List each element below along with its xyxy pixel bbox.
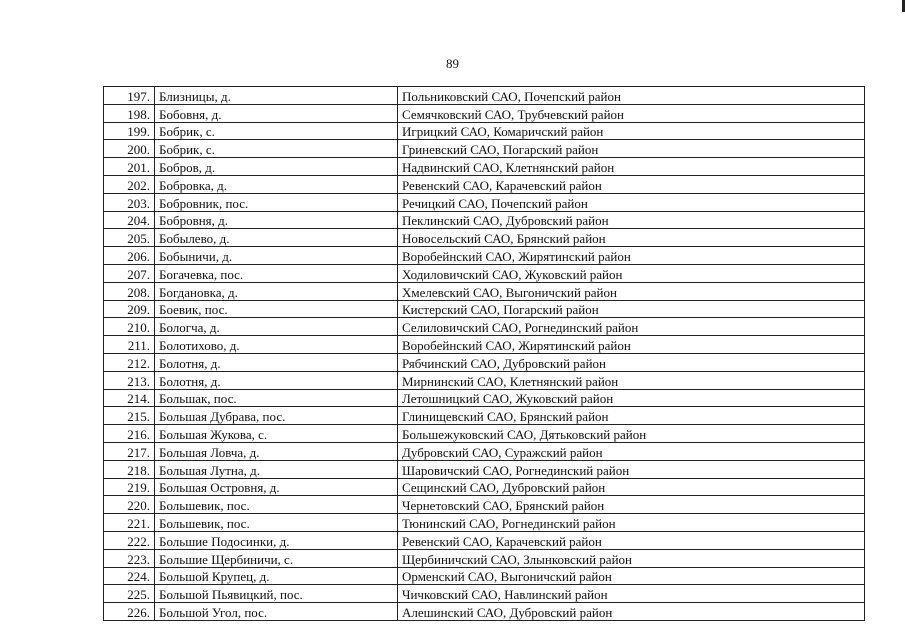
administrative-unit: Польниковский САО, Почепский район (398, 87, 865, 105)
settlement-table-body (104, 87, 865, 621)
settlement-name: Бобровня, д. (155, 211, 398, 229)
table-row (104, 229, 865, 247)
administrative-unit: Дубровский САО, Суражский район (398, 442, 865, 460)
administrative-unit: Щербиничский САО, Злынковский район (398, 549, 865, 567)
row-number: 221. (104, 514, 155, 532)
administrative-unit: Ходиловичский САО, Жуковский район (398, 264, 865, 282)
row-number: 199. (104, 122, 155, 140)
settlement-table (103, 86, 865, 621)
row-number: 212. (104, 353, 155, 371)
row-number: 208. (104, 282, 155, 300)
row-number: 218. (104, 460, 155, 478)
settlement-name: Большие Подосинки, д. (155, 531, 398, 549)
settlement-name: Бобовня, д. (155, 104, 398, 122)
settlement-name: Большой Пьявицкий, пос. (155, 585, 398, 603)
administrative-unit: Чичковский САО, Навлинский район (398, 585, 865, 603)
administrative-unit: Летошницкий САО, Жуковский район (398, 389, 865, 407)
table-row (104, 122, 865, 140)
settlement-name: Большая Жукова, с. (155, 425, 398, 443)
table-row (104, 389, 865, 407)
administrative-unit: Гриневский САО, Погарский район (398, 140, 865, 158)
row-number: 206. (104, 247, 155, 265)
table-row (104, 549, 865, 567)
row-number: 222. (104, 531, 155, 549)
administrative-unit: Пеклинский САО, Дубровский район (398, 211, 865, 229)
settlement-name: Бобров, д. (155, 158, 398, 176)
table-row (104, 585, 865, 603)
settlement-name: Бологча, д. (155, 318, 398, 336)
table-row (104, 371, 865, 389)
row-number: 219. (104, 478, 155, 496)
administrative-unit: Тюнинский САО, Рогнединский район (398, 514, 865, 532)
table-row (104, 247, 865, 265)
row-number: 197. (104, 87, 155, 105)
row-number: 214. (104, 389, 155, 407)
row-number: 200. (104, 140, 155, 158)
table-row (104, 353, 865, 371)
administrative-unit: Воробейнский САО, Жирятинский район (398, 247, 865, 265)
table-row (104, 282, 865, 300)
settlement-name: Бобровка, д. (155, 175, 398, 193)
row-number: 202. (104, 175, 155, 193)
table-row (104, 514, 865, 532)
administrative-unit: Семячковский САО, Трубчевский район (398, 104, 865, 122)
settlement-name: Большевик, пос. (155, 514, 398, 532)
administrative-unit: Ревенский САО, Карачевский район (398, 531, 865, 549)
row-number: 210. (104, 318, 155, 336)
administrative-unit: Сещинский САО, Дубровский район (398, 478, 865, 496)
row-number: 215. (104, 407, 155, 425)
row-number: 224. (104, 567, 155, 585)
table-row (104, 87, 865, 105)
row-number: 223. (104, 549, 155, 567)
table-row (104, 425, 865, 443)
settlement-name: Большие Щербиничи, с. (155, 549, 398, 567)
row-number: 213. (104, 371, 155, 389)
row-number: 225. (104, 585, 155, 603)
administrative-unit: Ревенский САО, Карачевский район (398, 175, 865, 193)
administrative-unit: Воробейнский САО, Жирятинский район (398, 336, 865, 354)
table-row (104, 603, 865, 621)
settlement-name: Болотихово, д. (155, 336, 398, 354)
settlement-name: Болотня, д. (155, 371, 398, 389)
table-row (104, 318, 865, 336)
settlement-name: Большая Лутна, д. (155, 460, 398, 478)
settlement-name: Бобровник, пос. (155, 193, 398, 211)
row-number: 201. (104, 158, 155, 176)
settlement-name: Большая Ловча, д. (155, 442, 398, 460)
administrative-unit: Мирнинский САО, Клетнянский район (398, 371, 865, 389)
administrative-unit: Игрицкий САО, Комаричский район (398, 122, 865, 140)
administrative-unit: Рябчинский САО, Дубровский район (398, 353, 865, 371)
table-row (104, 407, 865, 425)
settlement-name: Богдановка, д. (155, 282, 398, 300)
row-number: 220. (104, 496, 155, 514)
table-row (104, 460, 865, 478)
table-row (104, 442, 865, 460)
table-row (104, 531, 865, 549)
administrative-unit: Глинищевский САО, Брянский район (398, 407, 865, 425)
administrative-unit: Хмелевский САО, Выгоничский район (398, 282, 865, 300)
table-row (104, 567, 865, 585)
administrative-unit: Алешинский САО, Дубровский район (398, 603, 865, 621)
table-row (104, 264, 865, 282)
administrative-unit: Орменский САО, Выгоничский район (398, 567, 865, 585)
settlement-name: Большой Крупец, д. (155, 567, 398, 585)
page-number: 89 (446, 56, 459, 71)
table-row (104, 158, 865, 176)
settlement-name: Близницы, д. (155, 87, 398, 105)
table-row (104, 140, 865, 158)
settlement-name: Бобрик, с. (155, 140, 398, 158)
row-number: 217. (104, 442, 155, 460)
row-number: 207. (104, 264, 155, 282)
row-number: 203. (104, 193, 155, 211)
table-row (104, 175, 865, 193)
settlement-name: Бобылево, д. (155, 229, 398, 247)
settlement-name: Бобрик, с. (155, 122, 398, 140)
table-row (104, 300, 865, 318)
settlement-name: Болотня, д. (155, 353, 398, 371)
administrative-unit: Шаровичский САО, Рогнединский район (398, 460, 865, 478)
settlement-name: Большая Дубрава, пос. (155, 407, 398, 425)
row-number: 209. (104, 300, 155, 318)
administrative-unit: Речицкий САО, Почепский район (398, 193, 865, 211)
administrative-unit: Большежуковский САО, Дятьковский район (398, 425, 865, 443)
table-row (104, 193, 865, 211)
row-number: 205. (104, 229, 155, 247)
administrative-unit: Селиловичский САО, Рогнединский район (398, 318, 865, 336)
settlement-name: Большевик, пос. (155, 496, 398, 514)
table-row (104, 496, 865, 514)
table-row (104, 336, 865, 354)
settlement-name: Большак, пос. (155, 389, 398, 407)
settlement-name: Большой Угол, пос. (155, 603, 398, 621)
settlement-name: Бобыничи, д. (155, 247, 398, 265)
settlement-name: Боевик, пос. (155, 300, 398, 318)
row-number: 216. (104, 425, 155, 443)
administrative-unit: Новосельский САО, Брянский район (398, 229, 865, 247)
administrative-unit: Чернетовский САО, Брянский район (398, 496, 865, 514)
administrative-unit: Кистерский САО, Погарский район (398, 300, 865, 318)
row-number: 204. (104, 211, 155, 229)
row-number: 211. (104, 336, 155, 354)
table-row (104, 104, 865, 122)
row-number: 226. (104, 603, 155, 621)
settlement-name: Богачевка, пос. (155, 264, 398, 282)
settlement-name: Большая Островня, д. (155, 478, 398, 496)
administrative-unit: Надвинский САО, Клетнянский район (398, 158, 865, 176)
table-row (104, 211, 865, 229)
row-number: 198. (104, 104, 155, 122)
table-row (104, 478, 865, 496)
